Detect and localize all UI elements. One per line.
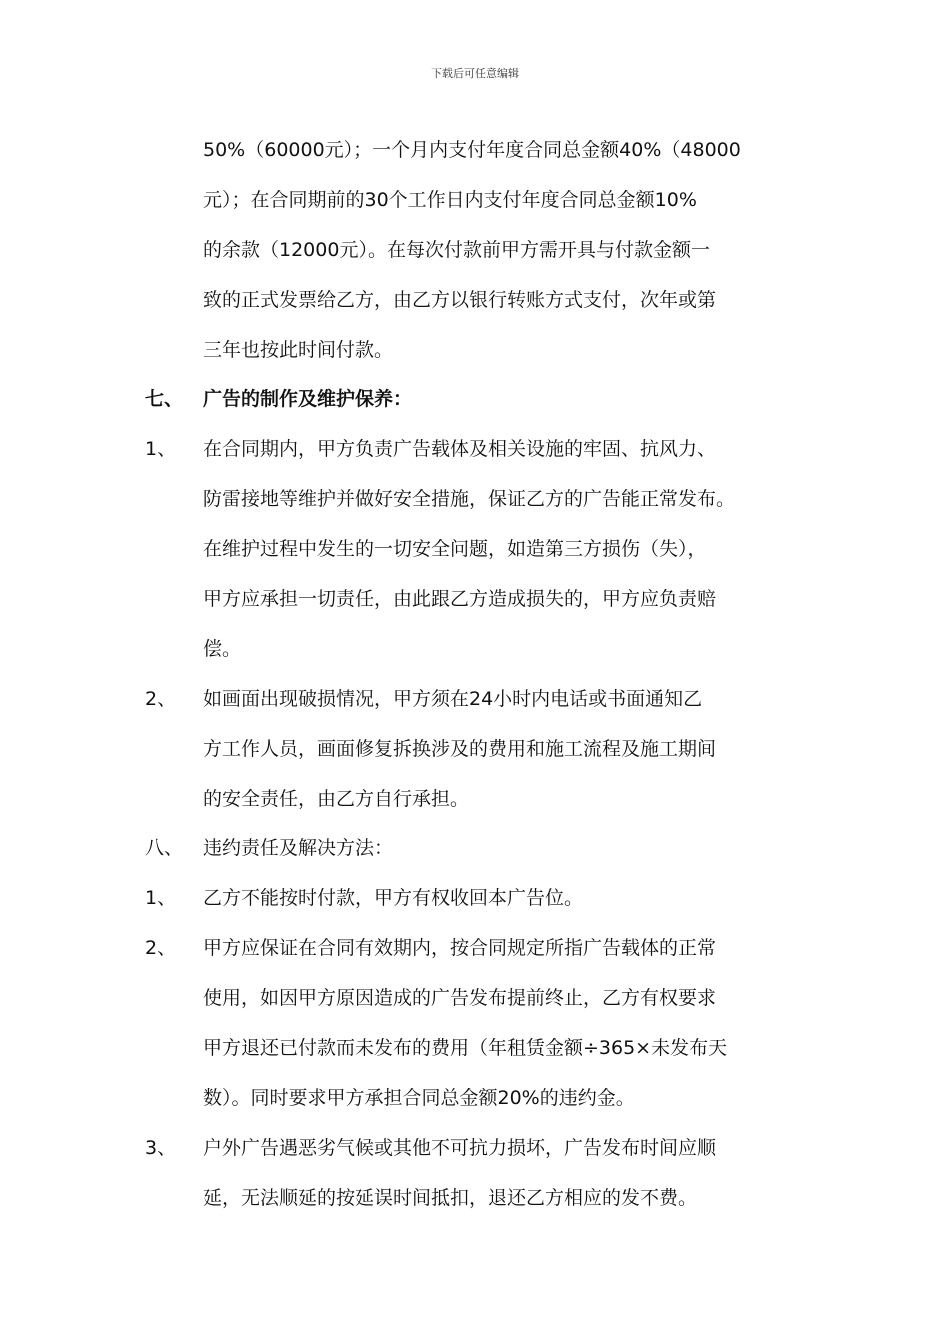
text-line: 甲方应承担一切责任，由此跟乙方造成损失的，甲方应负责赔	[203, 588, 717, 610]
item-marker: 1、	[145, 887, 177, 909]
text-line: 在维护过程中发生的一切安全问题，如造第三方损伤（失），	[203, 538, 707, 560]
text-line: 偿。	[203, 638, 242, 660]
text-line: 户外广告遇恶劣气候或其他不可抗力损坏，广告发布时间应顺	[203, 1137, 717, 1159]
text-line: 50%（60000元）；一个月内支付年度合同总金额40%（48000	[203, 139, 741, 161]
text-line: 延，无法顺延的按延误时间抵扣，退还乙方相应的发不费。	[203, 1187, 698, 1209]
item-marker: 2、	[145, 937, 177, 959]
item-marker: 2、	[145, 688, 177, 710]
text-line: 在合同期内，甲方负责广告载体及相关设施的牢固、抗风力、	[203, 438, 717, 460]
text-line: 三年也按此时间付款。	[203, 339, 394, 361]
text-line: 元）；在合同期前的30个工作日内支付年度合同总金额10%	[203, 189, 697, 211]
text-line: 甲方应保证在合同有效期内，按合同规定所指广告载体的正常	[203, 937, 717, 959]
item-marker: 3、	[145, 1137, 177, 1159]
text-line: 乙方不能按时付款，甲方有权收回本广告位。	[203, 887, 584, 909]
section-heading: 广告的制作及维护保养：	[203, 388, 413, 410]
text-line: 防雷接地等维护并做好安全措施，保证乙方的广告能正常发布。	[203, 488, 736, 510]
section-marker: 八、	[145, 837, 184, 859]
text-line: 方工作人员，画面修复拆换涉及的费用和施工流程及施工期间	[203, 738, 717, 760]
section-heading: 违约责任及解决方法：	[203, 837, 394, 859]
item-marker: 1、	[145, 438, 177, 460]
text-line: 数）。同时要求甲方承担合同总金额20%的违约金。	[203, 1087, 635, 1109]
text-line: 的余款（12000元）。在每次付款前甲方需开具与付款金额一	[203, 239, 710, 261]
text-line: 致的正式发票给乙方，由乙方以银行转账方式支付，次年或第	[203, 289, 717, 311]
text-line: 甲方退还已付款而未发布的费用（年租赁金额÷365×未发布天	[203, 1037, 728, 1059]
text-line: 使用，如因甲方原因造成的广告发布提前终止，乙方有权要求	[203, 987, 717, 1009]
text-line: 如画面出现破损情况，甲方须在24小时内电话或书面通知乙	[203, 688, 703, 710]
section-marker: 七、	[145, 388, 184, 410]
page-header: 下载后可任意编辑	[431, 67, 519, 80]
text-line: 的安全责任，由乙方自行承担。	[203, 788, 470, 810]
